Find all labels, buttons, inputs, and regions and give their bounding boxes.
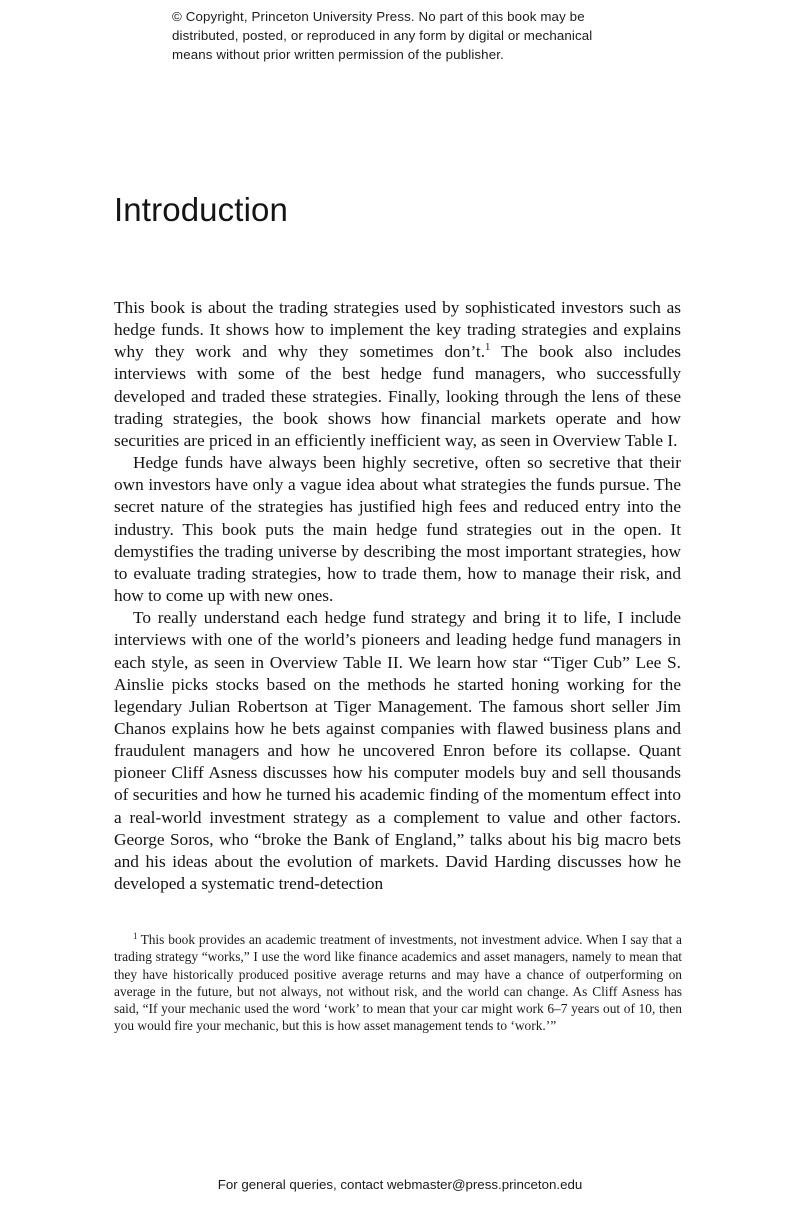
page-title: Introduction [114, 191, 289, 228]
footnote-1 [114, 931, 682, 1035]
footnote-reference-marker[interactable]: 1 [485, 341, 491, 354]
page-footer [0, 1176, 800, 1194]
paragraph-1-text-after-footnote: The book also includes interviews with some of the best hedge fund managers, who successfully developed and traded these strategies. Finally, looking through the lens of these trading strategies, the book shows how financial markets operate and how securities are priced in an efficiently inefficient way, as seen in Overview Table I. [114, 342, 681, 450]
footnote-number: 1 [133, 930, 138, 941]
copyright-line-1: © Copyright, Princeton University Press. No part of this book may be [172, 9, 585, 24]
paragraph-1-text-before-footnote: This book is about the trading strategies used by sophisticated investors such as hedge funds. It shows how to implement the key trading strategies and explains why they work and why they sometimes don’t. [114, 298, 681, 362]
general-queries-text: For general queries, contact webmaster@press.princeton.edu [217, 1177, 583, 1192]
body-paragraph-1 [114, 297, 681, 452]
footnote-body-text: This book provides an academic treatment of investments, not investment advice. When I say that a trading strategy “works,” I use the word like finance academics and asset managers, namely to mean that they have historically produced positive average returns and may have a chance of outperforming on average in the future, but not always, not without risk, and the world can change. As Cliff Asness has said, “If your mechanic used the word ‘work’ to mean that your car might work 6–7 years out of 10, then you would fire your mechanic, but this is how asset management tends to ‘work.’” [114, 932, 682, 1034]
copyright-notice [172, 7, 632, 64]
body-paragraph-3: To really understand each hedge fund strategy and bring it to life, I include interviews with one of the world’s pioneers and leading hedge fund managers in each style, as seen in Overview Table II. We learn how star “Tiger Cub” Lee S. Ainslie picks stocks based on the methods he started honing working for the legendary Julian Robertson at Tiger Management. The famous short seller Jim Chanos explains how he bets against companies with flawed business plans and fraudulent managers and how he uncovered Enron before its collapse. Quant pioneer Cliff Asness discusses how his computer models buy and sell thousands of securities and how he turned his academic finding of the momentum effect into a real-world investment strategy as a complement to value and other factors. George Soros, who “broke the Bank of England,” talks about his big macro bets and his ideas about the evolution of markets. David Harding discusses how he developed a systematic trend-detection [114, 608, 681, 894]
body-text-column [114, 297, 681, 895]
body-paragraph-2: Hedge funds have always been highly secretive, often so secretive that their own investors have only a vague idea about what strategies the funds pursue. The secret nature of the strategies has justified high fees and reduced entry into the industry. This book puts the main hedge fund strategies out in the open. It demystifies the trading universe by describing the most important strategies, how to evaluate trading strategies, how to trade them, how to manage their risk, and how to come up with new ones. [114, 453, 681, 606]
copyright-line-2: distributed, posted, or reproduced in any form by digital or mechanical [172, 28, 593, 43]
footnote-block [114, 931, 682, 1035]
copyright-line-3: means without prior written permission of the publisher. [172, 47, 504, 62]
